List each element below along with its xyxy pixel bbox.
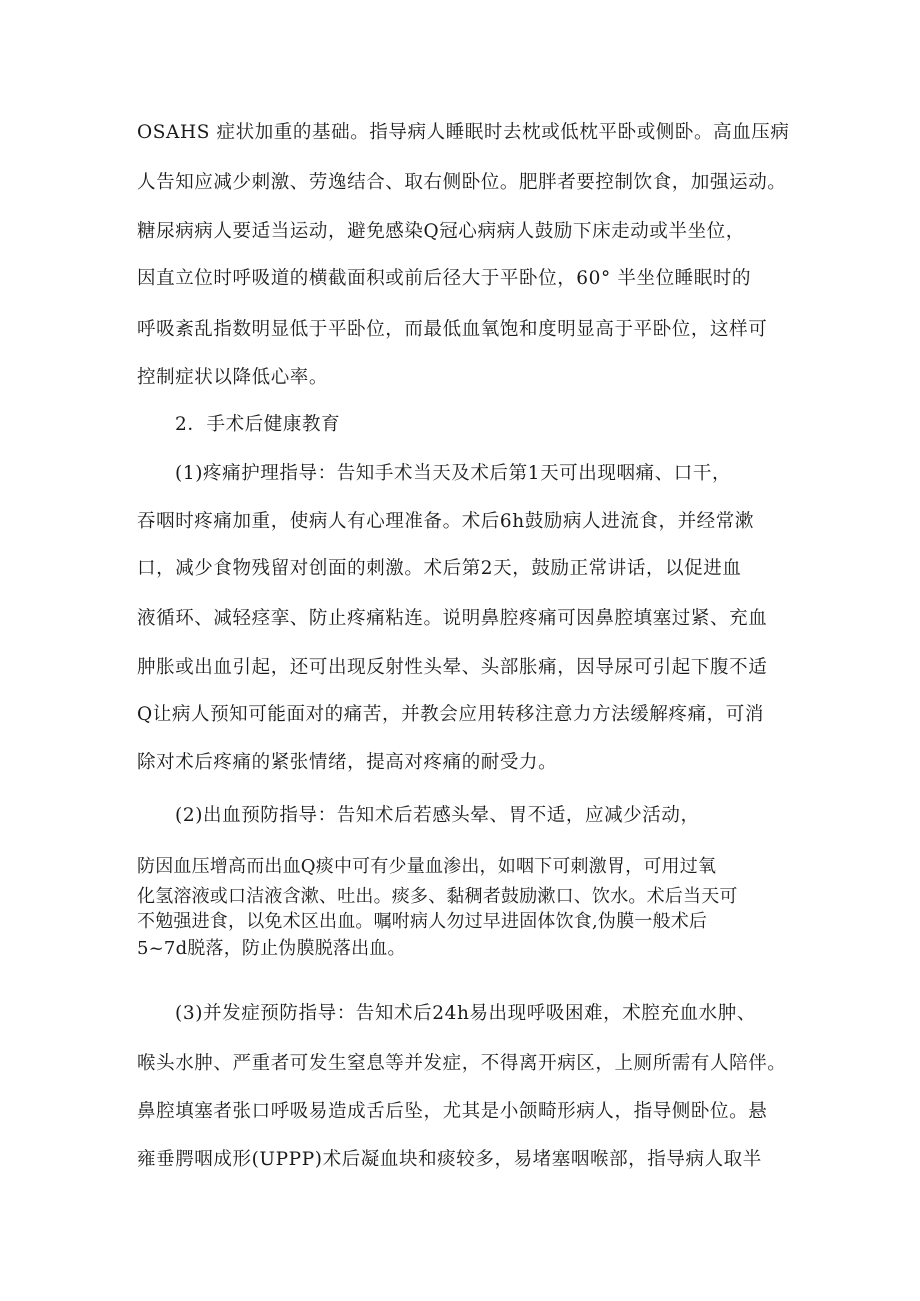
text-line: 5~7d脱落，防止伪膜脱落出血。 bbox=[137, 938, 406, 959]
text-line: 糖尿病病人要适当运动，避免感染Q冠心病病人鼓励下床走动或半坐位， bbox=[137, 221, 745, 242]
section-heading: 2．手术后健康教育 bbox=[175, 414, 341, 435]
text-line: 肿胀或出血引起，还可出现反射性头晕、头部胀痛，因导尿可引起下腹不适 bbox=[137, 657, 768, 678]
text-line: (3)并发症预防指导：告知术后24h易出现呼吸困难，术腔充血水肿、 bbox=[175, 1003, 756, 1024]
text-line: OSAHS 症状加重的基础。指导病人睡眠时去枕或低枕平卧或侧卧。高血压病 bbox=[137, 122, 790, 143]
text-line: 液循环、减轻痉挛、防止疼痛粘连。说明鼻腔疼痛可因鼻腔填塞过紧、充血 bbox=[137, 608, 768, 629]
text-line: (1)疼痛护理指导：告知手术当天及术后第1天可出现咽痛、口干， bbox=[175, 463, 732, 484]
text-line: 控制症状以降低心率。 bbox=[137, 367, 329, 388]
text-line: 除对术后疼痛的紧张情绪，提高对疼痛的耐受力。 bbox=[137, 752, 558, 773]
text-line: (2)出血预防指导：告知术后若感头晕、胃不适，应减少活动， bbox=[175, 805, 700, 826]
text-line: 喉头水肿、严重者可发生窒息等并发症，不得离开病区，上厕所需有人陪伴。 bbox=[137, 1053, 787, 1074]
text-line: 防因血压增高而出血Q痰中可有少量血渗出，如咽下可刺激胃，可用过氧 bbox=[137, 856, 717, 877]
text-line: 不勉强进食，以免术区出血。嘱咐病人勿过早进固体饮食,伪膜一般术后 bbox=[137, 911, 708, 932]
text-line: 吞咽时疼痛加重，使病人有心理准备。术后6h鼓励病人进流食，并经常漱 bbox=[137, 511, 754, 532]
text-line: 因直立位时呼吸道的横截面积或前后径大于平卧位，60° 半坐位睡眠时的 bbox=[137, 268, 752, 289]
text-line: 雍垂腭咽成形(UPPP)术后凝血块和痰较多，易堵塞咽喉部，指导病人取半 bbox=[137, 1149, 762, 1170]
text-line: 呼吸紊乱指数明显低于平卧位，而最低血氧饱和度明显高于平卧位，这样可 bbox=[137, 319, 768, 340]
text-line: 化氢溶液或口洁液含漱、吐出。痰多、黏稠者鼓励漱口、饮水。术后当天可 bbox=[137, 886, 738, 907]
text-line: 口，减少食物残留对创面的刺激。术后第2天，鼓励正常讲话，以促进血 bbox=[137, 558, 742, 579]
text-line: 鼻腔填塞者张口呼吸易造成舌后坠，尤其是小颌畸形病人，指导侧卧位。悬 bbox=[137, 1101, 768, 1122]
text-line: Q让病人预知可能面对的痛苦，并教会应用转移注意力方法缓解疼痛，可消 bbox=[137, 704, 764, 725]
text-line: 人告知应减少刺激、劳逸结合、取右侧卧位。肥胖者要控制饮食，加强运动。 bbox=[137, 172, 787, 193]
